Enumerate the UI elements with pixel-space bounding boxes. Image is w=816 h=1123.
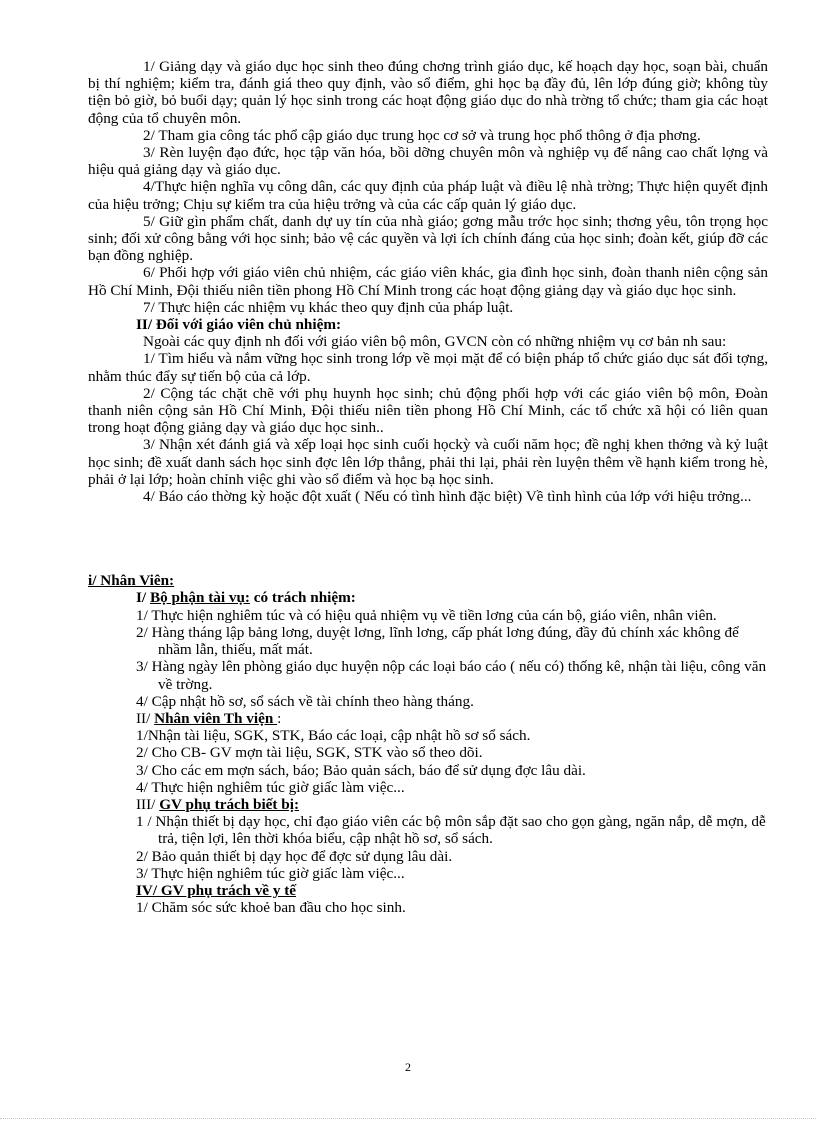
finance-title: Bộ phận tài vụ: — [149, 589, 250, 607]
equipment-prefix: III/ — [136, 795, 160, 813]
list-item: 1 / Nhận thiết bị dạy học, chỉ đạo giáo viên các bộ môn sắp đặt sao cho gọn gàng, ngăn nắp, dễ mợn, dễ trả, tiện lợi, lên thời khóa biểu, cập nhật hồ sơ, sổ sách. — [136, 813, 766, 848]
library-title: Nhân viên Th viện — [154, 709, 278, 727]
staff-heading: i/ Nhân Viên: — [88, 572, 175, 590]
duty-paragraph: 1/ Tìm hiểu và nắm vững học sinh trong lớp về mọi mặt để có biện pháp tổ chức giáo dục sát đối tợng, nhằm thúc đẩy sự tiến bộ của cả lớp. — [88, 350, 768, 385]
duty-paragraph: 4/ Báo cáo thờng kỳ hoặc đột xuất ( Nếu có tình hình đặc biệt) Về tình hình của lớp với hiệu trởng... — [143, 488, 752, 506]
library-heading — [88, 710, 768, 727]
spacer — [88, 505, 768, 572]
duty-paragraph: 5/ Giữ gìn phẩm chất, danh dự uy tín của nhà giáo; gơng mẫu trớc học sinh; thơng yêu, tôn trọng học sinh; đối xử công bằng với học sinh; bảo vệ các quyền và lợi ích chính đáng của học sinh; đoàn kết, giúp đỡ các bạn đồng nghiệp. — [88, 212, 768, 265]
duty-paragraph: 2/ Tham gia công tác phổ cập giáo dục trung học cơ sở và trung học phổ thông ở địa phơng. — [143, 126, 701, 144]
list-item: 2/ Cho CB- GV mợn tài liệu, SGK, STK vào sổ theo dõi. — [136, 744, 483, 762]
list-item: 3/ Thực hiện nghiêm túc giờ giấc làm việc... — [136, 864, 405, 882]
list-item: 4/ Thực hiện nghiêm túc giờ giấc làm việc... — [136, 778, 405, 796]
list-item: 1/ Chăm sóc sức khoẻ ban đầu cho học sinh. — [136, 899, 406, 917]
list-item: 3/ Hàng ngày lên phòng giáo dục huyện nộp các loại báo cáo ( nếu có) thống kê, nhận tài liệu, công văn về trờng. — [136, 658, 767, 693]
finance-heading — [88, 589, 768, 606]
equipment-title: GV phụ trách biết bị: — [159, 795, 300, 813]
finance-prefix: I/ — [136, 589, 150, 607]
list-item: 3/ Cho các em mợn sách, báo; Bảo quản sách, báo để sử dụng đợc lâu dài. — [136, 761, 586, 779]
duty-paragraph: 1/ Giảng dạy và giáo dục học sinh theo đúng chơng trình giáo dục, kế hoạch dạy học, soạn bài, chuẩn bị thí nghiệm; kiểm tra, đánh giá theo quy định, vào sổ điểm, ghi học bạ đầy đủ, lên lớp đúng giờ; không tùy tiện bỏ giờ, bỏ buổi dạy; quản lý học sinh trong các hoạt động giáo dục do nhà trờng tổ chức; tham gia các hoạt động của tổ chuyên môn. — [88, 58, 768, 127]
finance-suffix: có trách nhiệm: — [249, 589, 356, 607]
duty-paragraph: 3/ Nhận xét đánh giá và xếp loại học sinh cuối họckỳ và cuối năm học; đề nghị khen thởng và kỷ luật học sinh; đề xuất danh sách học sinh đợc lên lớp thẳng, phải thi lại, phải rèn luyện thêm về hạnh kiểm trong hè, phải ở lại lớp; hoàn chỉnh việc ghi vào sổ điểm và học bạ học sinh. — [88, 436, 768, 488]
homeroom-heading: II/ Đối với giáo viên chủ nhiệm: — [136, 316, 342, 334]
duty-paragraph: 7/ Thực hiện các nhiệm vụ khác theo quy định của pháp luật. — [143, 298, 514, 316]
page-bottom-divider — [0, 1118, 816, 1119]
duty-paragraph: 2/ Cộng tác chặt chẽ với phụ huynh học sinh; chủ động phối hợp với các giáo viên bộ môn, Đoàn thanh niên cộng sản Hồ Chí Minh, Đội thiếu niên tiền phong Hồ Chí Minh, các tổ chức xã hội có liên quan trong hoạt động giảng dạy và giáo dục học sinh.. — [88, 384, 768, 437]
equipment-heading — [88, 796, 768, 813]
list-item: 2/ Hàng tháng lập bảng lơng, duyệt lơng, lĩnh lơng, cấp phát lơng đúng, đầy đủ chính xác không để nhầm lẫn, thiếu, mất mát. — [136, 623, 739, 659]
duty-paragraph: 6/ Phối hợp với giáo viên chủ nhiệm, các giáo viên khác, gia đình học sinh, đoàn thanh niên cộng sản Hồ Chí Minh, Đội thiếu niên tiền phong Hồ Chí Minh trong các hoạt động giảng dạy và giáo dục học sinh. — [88, 264, 768, 299]
homeroom-duties — [88, 333, 768, 505]
duty-paragraph: 3/ Rèn luyện đạo đức, học tập văn hóa, bồi dỡng chuyên môn và nghiệp vụ để nâng cao chất lợng và hiệu quả giảng dạy và giáo dục. — [88, 144, 768, 179]
duty-paragraph: 4/Thực hiện nghĩa vụ công dân, các quy định của pháp luật và điều lệ nhà trờng; Thực hiện quyết định của hiệu trởng; Chịu sự kiểm tra của hiệu trởng và của các cấp quản lý giáo dục. — [88, 178, 768, 213]
list-item: 1/Nhận tài liệu, SGK, STK, Báo các loại, cập nhật hồ sơ sổ sách. — [136, 727, 531, 745]
page-number: 2 — [405, 1060, 411, 1074]
library-prefix: II/ — [136, 709, 155, 727]
list-item: 2/ Bảo quản thiết bị dạy học để đợc sử dụng lâu dài. — [136, 847, 453, 865]
health-heading: IV/ GV phụ trách về y tế — [136, 881, 297, 899]
list-item: 4/ Cập nhật hồ sơ, sổ sách về tài chính theo hàng tháng. — [136, 692, 474, 710]
document-page — [88, 58, 768, 916]
homeroom-intro: Ngoài các quy định nh đối với giáo viên bộ môn, GVCN còn có những nhiệm vụ cơ bản nh sau: — [143, 333, 727, 351]
teacher-duties — [88, 58, 768, 316]
library-suffix: : — [277, 709, 282, 727]
list-item: 1/ Thực hiện nghiêm túc và có hiệu quả nhiệm vụ về tiền lơng của cán bộ, giáo viên, nhân viên. — [136, 606, 717, 624]
